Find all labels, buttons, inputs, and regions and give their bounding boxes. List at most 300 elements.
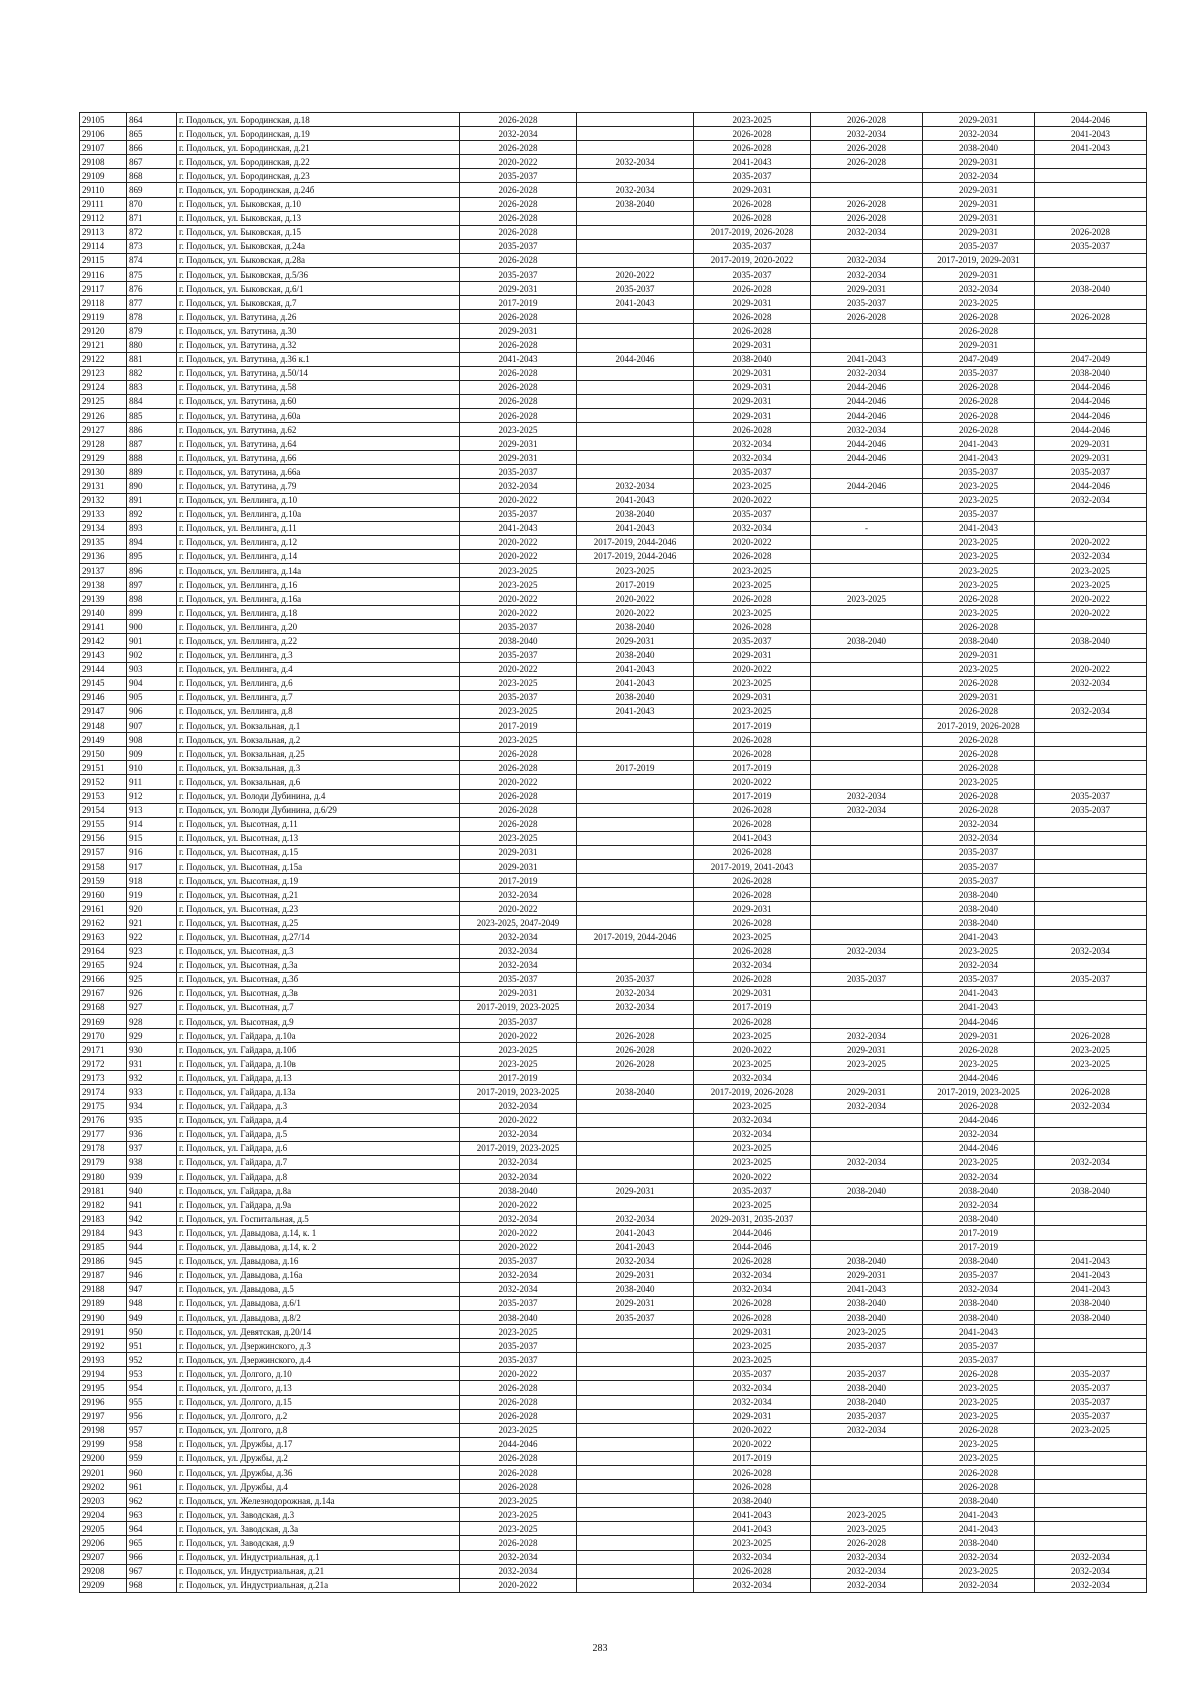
- period-cell-2: 2035-2037: [577, 1310, 694, 1324]
- period-cell-3: 2041-2043: [694, 155, 811, 169]
- row-number-cell: 29191: [80, 1325, 127, 1339]
- period-cell-6: [1035, 1466, 1147, 1480]
- period-cell-3: 2035-2037: [694, 268, 811, 282]
- period-cell-6: [1035, 1353, 1147, 1367]
- period-cell-4: 2038-2040: [811, 1310, 923, 1324]
- row-number-cell: 29141: [80, 620, 127, 634]
- item-number-cell: 946: [127, 1268, 177, 1282]
- period-cell-5: 2029-2031: [923, 113, 1035, 127]
- address-cell: г. Подольск, ул. Ватутина, д.30: [177, 324, 460, 338]
- address-cell: г. Подольск, ул. Гайдара, д.4: [177, 1113, 460, 1127]
- period-cell-3: 2023-2025: [694, 1155, 811, 1169]
- item-number-cell: 940: [127, 1184, 177, 1198]
- row-number-cell: 29165: [80, 958, 127, 972]
- item-number-cell: 882: [127, 366, 177, 380]
- period-cell-2: [577, 408, 694, 422]
- period-cell-3: 2017-2019, 2020-2022: [694, 253, 811, 267]
- period-cell-4: [811, 662, 923, 676]
- row-number-cell: 29131: [80, 479, 127, 493]
- address-cell: г. Подольск, ул. Давыдова, д.6/1: [177, 1296, 460, 1310]
- period-cell-3: 2032-2034: [694, 1381, 811, 1395]
- period-cell-1: 2035-2037: [460, 1296, 577, 1310]
- table-row: [80, 1043, 1147, 1057]
- period-cell-3: 2023-2025: [694, 564, 811, 578]
- period-cell-2: [577, 1198, 694, 1212]
- period-cell-6: [1035, 1480, 1147, 1494]
- period-cell-5: 2017-2019: [923, 1240, 1035, 1254]
- row-number-cell: 29207: [80, 1550, 127, 1564]
- table-row: [80, 606, 1147, 620]
- period-cell-6: [1035, 296, 1147, 310]
- item-number-cell: 871: [127, 211, 177, 225]
- address-cell: г. Подольск, ул. Долгого, д.15: [177, 1395, 460, 1409]
- period-cell-4: 2032-2034: [811, 1423, 923, 1437]
- period-cell-5: 2032-2034: [923, 831, 1035, 845]
- period-cell-2: 2020-2022: [577, 592, 694, 606]
- schedule-table: [79, 112, 1147, 1593]
- item-number-cell: 945: [127, 1254, 177, 1268]
- row-number-cell: 29200: [80, 1451, 127, 1465]
- period-cell-3: 2029-2031: [694, 986, 811, 1000]
- period-cell-5: 2041-2043: [923, 451, 1035, 465]
- period-cell-5: 2023-2025: [923, 1437, 1035, 1451]
- period-cell-4: [811, 239, 923, 253]
- period-cell-3: 2026-2028: [694, 310, 811, 324]
- address-cell: г. Подольск, ул. Быковская, д.24а: [177, 239, 460, 253]
- period-cell-1: 2026-2028: [460, 1409, 577, 1423]
- period-cell-4: 2038-2040: [811, 1184, 923, 1198]
- period-cell-2: [577, 944, 694, 958]
- period-cell-6: [1035, 817, 1147, 831]
- period-cell-6: 2044-2046: [1035, 408, 1147, 422]
- period-cell-3: 2026-2028: [694, 733, 811, 747]
- period-cell-4: 2032-2034: [811, 268, 923, 282]
- period-cell-5: 2035-2037: [923, 874, 1035, 888]
- table-row: [80, 408, 1147, 422]
- row-number-cell: 29137: [80, 564, 127, 578]
- address-cell: г. Подольск, ул. Индустриальная, д.1: [177, 1550, 460, 1564]
- address-cell: г. Подольск, ул. Веллинга, д.16а: [177, 592, 460, 606]
- period-cell-4: 2044-2046: [811, 451, 923, 465]
- period-cell-3: 2035-2037: [694, 465, 811, 479]
- table-row: [80, 1395, 1147, 1409]
- period-cell-4: [811, 1451, 923, 1465]
- period-cell-4: 2032-2034: [811, 789, 923, 803]
- period-cell-5: 2023-2025: [923, 606, 1035, 620]
- period-cell-1: 2032-2034: [460, 1212, 577, 1226]
- period-cell-5: 2038-2040: [923, 1212, 1035, 1226]
- period-cell-5: 2017-2019: [923, 1226, 1035, 1240]
- period-cell-4: 2032-2034: [811, 1564, 923, 1578]
- period-cell-6: 2032-2034: [1035, 1155, 1147, 1169]
- period-cell-1: 2035-2037: [460, 268, 577, 282]
- period-cell-6: [1035, 253, 1147, 267]
- period-cell-5: 2023-2025: [923, 296, 1035, 310]
- address-cell: г. Подольск, ул. Дружбы, д.2: [177, 1451, 460, 1465]
- item-number-cell: 938: [127, 1155, 177, 1169]
- period-cell-2: [577, 465, 694, 479]
- period-cell-6: 2044-2046: [1035, 394, 1147, 408]
- period-cell-4: 2032-2034: [811, 944, 923, 958]
- address-cell: г. Подольск, ул. Веллинга, д.14: [177, 549, 460, 563]
- address-cell: г. Подольск, ул. Давыдова, д.14, к. 1: [177, 1226, 460, 1240]
- period-cell-1: 2026-2028: [460, 197, 577, 211]
- period-cell-5: 2026-2028: [923, 803, 1035, 817]
- table-row: [80, 239, 1147, 253]
- item-number-cell: 913: [127, 803, 177, 817]
- table-row: [80, 690, 1147, 704]
- row-number-cell: 29185: [80, 1240, 127, 1254]
- period-cell-1: 2023-2025: [460, 831, 577, 845]
- address-cell: г. Подольск, ул. Быковская, д.5/36: [177, 268, 460, 282]
- period-cell-3: 2026-2028: [694, 1480, 811, 1494]
- period-cell-1: 2023-2025: [460, 676, 577, 690]
- period-cell-1: 2023-2025: [460, 1522, 577, 1536]
- period-cell-6: [1035, 1071, 1147, 1085]
- period-cell-6: [1035, 1325, 1147, 1339]
- item-number-cell: 870: [127, 197, 177, 211]
- period-cell-4: 2035-2037: [811, 1367, 923, 1381]
- period-cell-4: [811, 888, 923, 902]
- row-number-cell: 29164: [80, 944, 127, 958]
- period-cell-6: [1035, 747, 1147, 761]
- period-cell-6: 2026-2028: [1035, 1085, 1147, 1099]
- period-cell-3: 2026-2028: [694, 1254, 811, 1268]
- period-cell-6: 2035-2037: [1035, 1381, 1147, 1395]
- period-cell-1: 2026-2028: [460, 1395, 577, 1409]
- period-cell-1: 2023-2025, 2047-2049: [460, 916, 577, 930]
- period-cell-1: 2026-2028: [460, 394, 577, 408]
- address-cell: г. Подольск, ул. Веллинга, д.22: [177, 634, 460, 648]
- item-number-cell: 929: [127, 1029, 177, 1043]
- period-cell-6: 2026-2028: [1035, 1029, 1147, 1043]
- period-cell-4: 2026-2028: [811, 141, 923, 155]
- period-cell-3: 2035-2037: [694, 507, 811, 521]
- period-cell-2: [577, 1099, 694, 1113]
- address-cell: г. Подольск, ул. Веллинга, д.10: [177, 493, 460, 507]
- period-cell-4: [811, 704, 923, 718]
- period-cell-3: 2020-2022: [694, 535, 811, 549]
- row-number-cell: 29135: [80, 535, 127, 549]
- table-row: [80, 634, 1147, 648]
- address-cell: г. Подольск, ул. Заводская, д.9: [177, 1536, 460, 1550]
- period-cell-6: 2035-2037: [1035, 1409, 1147, 1423]
- period-cell-1: 2032-2034: [460, 479, 577, 493]
- period-cell-3: 2035-2037: [694, 634, 811, 648]
- period-cell-2: [577, 958, 694, 972]
- table-row: [80, 1029, 1147, 1043]
- period-cell-1: 2026-2028: [460, 380, 577, 394]
- row-number-cell: 29105: [80, 113, 127, 127]
- period-cell-4: 2044-2046: [811, 394, 923, 408]
- period-cell-4: 2035-2037: [811, 972, 923, 986]
- period-cell-6: [1035, 197, 1147, 211]
- item-number-cell: 944: [127, 1240, 177, 1254]
- row-number-cell: 29157: [80, 845, 127, 859]
- address-cell: г. Подольск, ул. Гайдара, д.10в: [177, 1057, 460, 1071]
- period-cell-2: [577, 719, 694, 733]
- period-cell-6: [1035, 1198, 1147, 1212]
- item-number-cell: 869: [127, 183, 177, 197]
- period-cell-4: [811, 324, 923, 338]
- period-cell-5: 2026-2028: [923, 1466, 1035, 1480]
- period-cell-4: 2038-2040: [811, 1296, 923, 1310]
- period-cell-6: [1035, 1494, 1147, 1508]
- table-row: [80, 380, 1147, 394]
- period-cell-1: 2032-2034: [460, 127, 577, 141]
- item-number-cell: 961: [127, 1480, 177, 1494]
- period-cell-3: 2026-2028: [694, 127, 811, 141]
- item-number-cell: 893: [127, 521, 177, 535]
- period-cell-4: 2044-2046: [811, 437, 923, 451]
- period-cell-6: 2023-2025: [1035, 564, 1147, 578]
- item-number-cell: 936: [127, 1127, 177, 1141]
- address-cell: г. Подольск, ул. Быковская, д.6/1: [177, 282, 460, 296]
- period-cell-6: 2032-2034: [1035, 944, 1147, 958]
- row-number-cell: 29119: [80, 310, 127, 324]
- address-cell: г. Подольск, ул. Долгого, д.8: [177, 1423, 460, 1437]
- row-number-cell: 29190: [80, 1310, 127, 1324]
- item-number-cell: 867: [127, 155, 177, 169]
- row-number-cell: 29145: [80, 676, 127, 690]
- period-cell-4: [811, 1353, 923, 1367]
- item-number-cell: 897: [127, 578, 177, 592]
- row-number-cell: 29117: [80, 282, 127, 296]
- item-number-cell: 911: [127, 775, 177, 789]
- period-cell-6: 2035-2037: [1035, 789, 1147, 803]
- period-cell-1: 2026-2028: [460, 803, 577, 817]
- period-cell-1: 2026-2028: [460, 310, 577, 324]
- table-row: [80, 1339, 1147, 1353]
- period-cell-4: [811, 507, 923, 521]
- period-cell-2: [577, 1367, 694, 1381]
- item-number-cell: 957: [127, 1423, 177, 1437]
- row-number-cell: 29173: [80, 1071, 127, 1085]
- period-cell-1: 2023-2025: [460, 704, 577, 718]
- item-number-cell: 888: [127, 451, 177, 465]
- period-cell-3: 2026-2028: [694, 620, 811, 634]
- address-cell: г. Подольск, ул. Давыдова, д.16: [177, 1254, 460, 1268]
- item-number-cell: 937: [127, 1141, 177, 1155]
- period-cell-3: 2029-2031: [694, 366, 811, 380]
- period-cell-2: [577, 1113, 694, 1127]
- row-number-cell: 29155: [80, 817, 127, 831]
- table-row: [80, 958, 1147, 972]
- period-cell-1: 2032-2034: [460, 958, 577, 972]
- period-cell-3: 2029-2031: [694, 183, 811, 197]
- address-cell: г. Подольск, ул. Бородинская, д.24б: [177, 183, 460, 197]
- period-cell-2: 2026-2028: [577, 1057, 694, 1071]
- item-number-cell: 872: [127, 225, 177, 239]
- address-cell: г. Подольск, ул. Заводская, д.3: [177, 1508, 460, 1522]
- table-row: [80, 1099, 1147, 1113]
- table-row: [80, 141, 1147, 155]
- period-cell-1: 2032-2034: [460, 1099, 577, 1113]
- period-cell-2: 2038-2040: [577, 648, 694, 662]
- table-row: [80, 225, 1147, 239]
- period-cell-2: [577, 747, 694, 761]
- period-cell-2: [577, 1508, 694, 1522]
- period-cell-4: 2044-2046: [811, 408, 923, 422]
- period-cell-1: 2020-2022: [460, 1198, 577, 1212]
- period-cell-6: 2029-2031: [1035, 437, 1147, 451]
- period-cell-2: [577, 211, 694, 225]
- period-cell-1: 2035-2037: [460, 972, 577, 986]
- item-number-cell: 943: [127, 1226, 177, 1240]
- period-cell-3: 2026-2028: [694, 1296, 811, 1310]
- item-number-cell: 935: [127, 1113, 177, 1127]
- row-number-cell: 29160: [80, 888, 127, 902]
- period-cell-5: 2017-2019, 2029-2031: [923, 253, 1035, 267]
- period-cell-3: 2032-2034: [694, 1071, 811, 1085]
- address-cell: г. Подольск, ул. Ватутина, д.50/14: [177, 366, 460, 380]
- period-cell-3: 2020-2022: [694, 662, 811, 676]
- period-cell-4: [811, 465, 923, 479]
- period-cell-4: [811, 535, 923, 549]
- period-cell-5: 2026-2028: [923, 1480, 1035, 1494]
- row-number-cell: 29154: [80, 803, 127, 817]
- period-cell-5: 2026-2028: [923, 592, 1035, 606]
- period-cell-6: 2026-2028: [1035, 310, 1147, 324]
- item-number-cell: 879: [127, 324, 177, 338]
- period-cell-5: 2023-2025: [923, 535, 1035, 549]
- period-cell-1: 2041-2043: [460, 352, 577, 366]
- period-cell-5: 2026-2028: [923, 408, 1035, 422]
- address-cell: г. Подольск, ул. Индустриальная, д.21а: [177, 1578, 460, 1592]
- row-number-cell: 29116: [80, 268, 127, 282]
- period-cell-3: 2029-2031: [694, 902, 811, 916]
- period-cell-4: 2032-2034: [811, 366, 923, 380]
- period-cell-1: 2026-2028: [460, 113, 577, 127]
- item-number-cell: 890: [127, 479, 177, 493]
- period-cell-2: [577, 437, 694, 451]
- address-cell: г. Подольск, ул. Ватутина, д.26: [177, 310, 460, 324]
- period-cell-1: 2020-2022: [460, 775, 577, 789]
- period-cell-5: 2026-2028: [923, 733, 1035, 747]
- address-cell: г. Подольск, ул. Веллинга, д.14а: [177, 564, 460, 578]
- period-cell-3: 2026-2028: [694, 874, 811, 888]
- table-row: [80, 831, 1147, 845]
- period-cell-1: 2032-2034: [460, 930, 577, 944]
- period-cell-5: 2029-2031: [923, 338, 1035, 352]
- period-cell-5: 2035-2037: [923, 1339, 1035, 1353]
- period-cell-1: 2026-2028: [460, 1466, 577, 1480]
- table-row: [80, 789, 1147, 803]
- item-number-cell: 904: [127, 676, 177, 690]
- period-cell-3: 2026-2028: [694, 423, 811, 437]
- address-cell: г. Подольск, ул. Госпитальная, д.5: [177, 1212, 460, 1226]
- period-cell-4: [811, 1226, 923, 1240]
- period-cell-5: 2026-2028: [923, 1043, 1035, 1057]
- period-cell-2: 2041-2043: [577, 296, 694, 310]
- period-cell-4: 2032-2034: [811, 423, 923, 437]
- address-cell: г. Подольск, ул. Гайдара, д.10б: [177, 1043, 460, 1057]
- period-cell-4: [811, 986, 923, 1000]
- address-cell: г. Подольск, ул. Дзержинского, д.3: [177, 1339, 460, 1353]
- page-number: 283: [592, 1643, 608, 1654]
- table-row: [80, 338, 1147, 352]
- period-cell-4: 2032-2034: [811, 1099, 923, 1113]
- period-cell-5: 2023-2025: [923, 479, 1035, 493]
- table-row: [80, 1113, 1147, 1127]
- address-cell: г. Подольск, ул. Высотная, д.3: [177, 944, 460, 958]
- item-number-cell: 908: [127, 733, 177, 747]
- period-cell-6: [1035, 1240, 1147, 1254]
- item-number-cell: 924: [127, 958, 177, 972]
- row-number-cell: 29129: [80, 451, 127, 465]
- period-cell-4: [811, 493, 923, 507]
- item-number-cell: 865: [127, 127, 177, 141]
- address-cell: г. Подольск, ул. Высотная, д.3б: [177, 972, 460, 986]
- row-number-cell: 29132: [80, 493, 127, 507]
- item-number-cell: 962: [127, 1494, 177, 1508]
- period-cell-5: 2023-2025: [923, 1057, 1035, 1071]
- period-cell-1: 2017-2019: [460, 874, 577, 888]
- period-cell-5: 2026-2028: [923, 324, 1035, 338]
- period-cell-1: 2020-2022: [460, 1578, 577, 1592]
- period-cell-1: 2026-2028: [460, 338, 577, 352]
- address-cell: г. Подольск, ул. Гайдара, д.3: [177, 1099, 460, 1113]
- period-cell-5: 2035-2037: [923, 507, 1035, 521]
- address-cell: г. Подольск, ул. Давыдова, д.8/2: [177, 1310, 460, 1324]
- table-row: [80, 183, 1147, 197]
- row-number-cell: 29120: [80, 324, 127, 338]
- address-cell: г. Подольск, ул. Ватутина, д.66а: [177, 465, 460, 479]
- period-cell-2: [577, 1409, 694, 1423]
- period-cell-3: 2026-2028: [694, 972, 811, 986]
- row-number-cell: 29193: [80, 1353, 127, 1367]
- period-cell-6: 2029-2031: [1035, 451, 1147, 465]
- period-cell-3: 2026-2028: [694, 944, 811, 958]
- address-cell: г. Подольск, ул. Давыдова, д.16а: [177, 1268, 460, 1282]
- period-cell-6: 2038-2040: [1035, 366, 1147, 380]
- table-row: [80, 747, 1147, 761]
- period-cell-5: 2023-2025: [923, 662, 1035, 676]
- period-cell-3: 2017-2019: [694, 1451, 811, 1465]
- address-cell: г. Подольск, ул. Высотная, д.27/14: [177, 930, 460, 944]
- period-cell-1: 2035-2037: [460, 620, 577, 634]
- period-cell-2: 2029-2031: [577, 1296, 694, 1310]
- period-cell-3: 2044-2046: [694, 1240, 811, 1254]
- period-cell-1: 2035-2037: [460, 1339, 577, 1353]
- period-cell-5: 2029-2031: [923, 268, 1035, 282]
- period-cell-6: 2047-2049: [1035, 352, 1147, 366]
- period-cell-6: 2032-2034: [1035, 1564, 1147, 1578]
- period-cell-2: 2017-2019, 2044-2046: [577, 930, 694, 944]
- period-cell-4: [811, 606, 923, 620]
- table-row: [80, 324, 1147, 338]
- period-cell-5: 2023-2025: [923, 549, 1035, 563]
- period-cell-5: 2032-2034: [923, 1198, 1035, 1212]
- row-number-cell: 29199: [80, 1437, 127, 1451]
- table-row: [80, 1325, 1147, 1339]
- period-cell-4: [811, 1170, 923, 1184]
- item-number-cell: 881: [127, 352, 177, 366]
- period-cell-5: 2035-2037: [923, 1353, 1035, 1367]
- item-number-cell: 919: [127, 888, 177, 902]
- period-cell-6: [1035, 986, 1147, 1000]
- period-cell-6: 2032-2034: [1035, 676, 1147, 690]
- row-number-cell: 29169: [80, 1015, 127, 1029]
- period-cell-6: [1035, 845, 1147, 859]
- period-cell-3: 2023-2025: [694, 1198, 811, 1212]
- period-cell-2: [577, 874, 694, 888]
- period-cell-4: [811, 930, 923, 944]
- period-cell-6: [1035, 930, 1147, 944]
- period-cell-2: 2041-2043: [577, 662, 694, 676]
- period-cell-1: 2023-2025: [460, 1508, 577, 1522]
- period-cell-3: 2023-2025: [694, 479, 811, 493]
